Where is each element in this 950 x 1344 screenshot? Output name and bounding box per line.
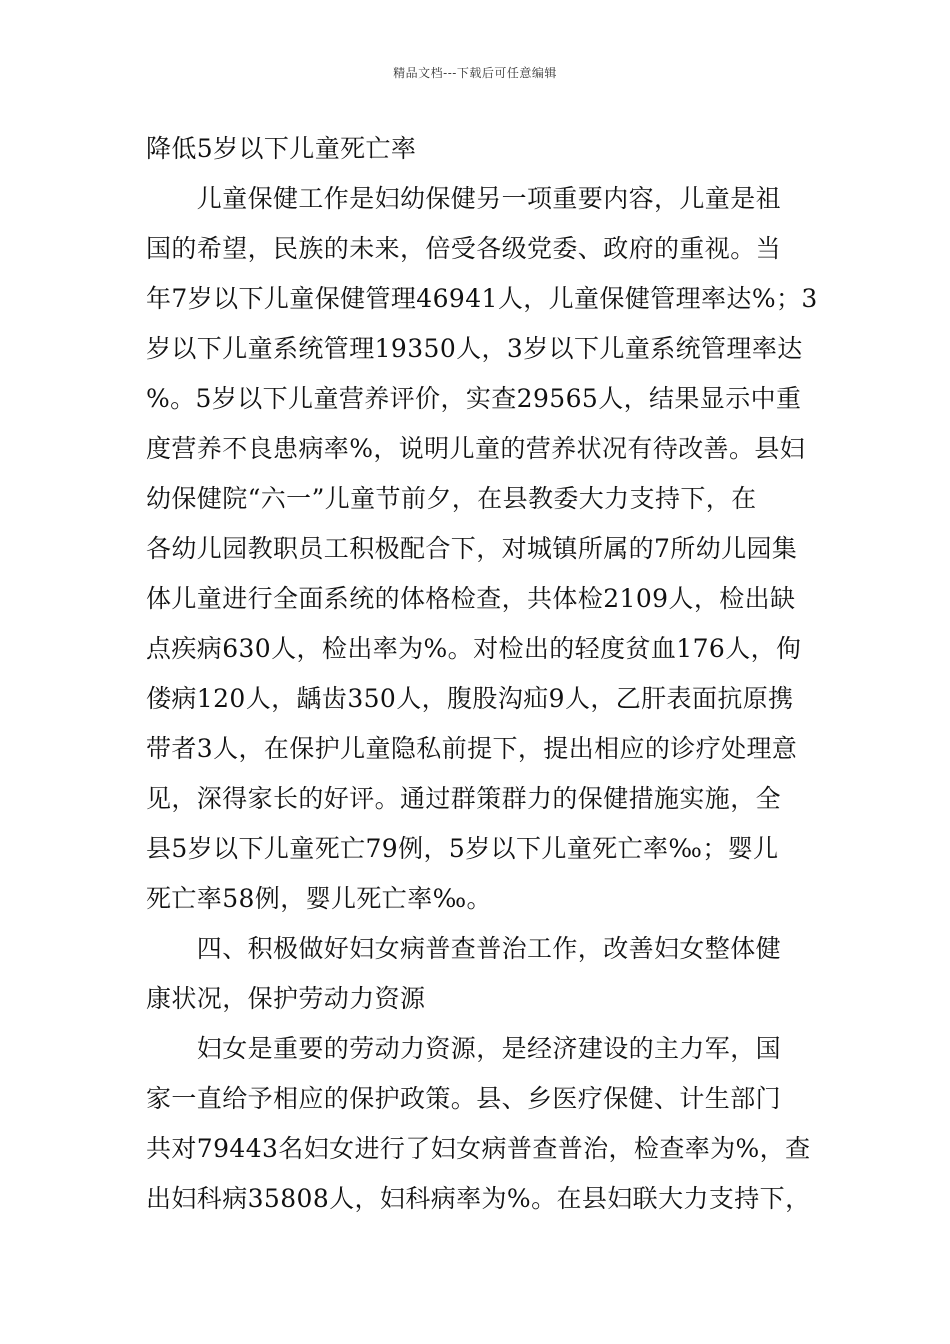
text-line: 度营养不良患病率%，说明儿童的营养状况有待改善。县妇	[146, 434, 806, 463]
document-body	[146, 124, 818, 1224]
text-line: 死亡率58例，婴儿死亡率‰。	[146, 884, 492, 913]
section-heading: 降低5岁以下儿童死亡率	[146, 134, 417, 163]
text-line: 年7岁以下儿童保健管理46941人，儿童保健管理率达%；3	[146, 284, 818, 313]
text-line: 共对79443名妇女进行了妇女病普查普治，检查率为%，查	[146, 1134, 811, 1163]
text-line: 带者3人，在保护儿童隐私前提下，提出相应的诊疗处理意	[146, 734, 798, 763]
text-line: 妇女是重要的劳动力资源，是经济建设的主力军，国	[146, 1034, 782, 1063]
text-line: 各幼儿园教职员工积极配合下，对城镇所属的7所幼儿园集	[146, 534, 798, 563]
text-line: 见，深得家长的好评。通过群策群力的保健措施实施，全	[146, 784, 782, 813]
section-heading: 康状况，保护劳动力资源	[146, 984, 426, 1013]
text-line: 儿童保健工作是妇幼保健另一项重要内容，儿童是祖	[146, 184, 782, 213]
text-line: 国的希望，民族的未来，倍受各级党委、政府的重视。当	[146, 234, 782, 263]
text-line: %。5岁以下儿童营养评价，实查29565人，结果显示中重	[146, 384, 802, 413]
text-line: 偻病120人，龋齿350人，腹股沟疝9人，乙肝表面抗原携	[146, 684, 794, 713]
text-line: 岁以下儿童系统管理19350人，3岁以下儿童系统管理率达	[146, 334, 803, 363]
page-header: 精品文档---下载后可任意编辑	[393, 66, 557, 80]
text-line: 家一直给予相应的保护政策。县、乡医疗保健、计生部门	[146, 1084, 782, 1113]
text-line: 幼保健院“六一”儿童节前夕，在县教委大力支持下，在	[146, 484, 757, 513]
text-line: 体儿童进行全面系统的体格检查，共体检2109人，检出缺	[146, 584, 796, 613]
text-line: 点疾病630人，检出率为%。对检出的轻度贫血176人，佝	[146, 634, 802, 663]
text-line: 出妇科病35808人，妇科病率为%。在县妇联大力支持下，	[146, 1184, 811, 1213]
section-heading: 四、积极做好妇女病普查普治工作，改善妇女整体健	[146, 934, 782, 963]
text-line: 县5岁以下儿童死亡79例，5岁以下儿童死亡率‰；婴儿	[146, 834, 779, 863]
